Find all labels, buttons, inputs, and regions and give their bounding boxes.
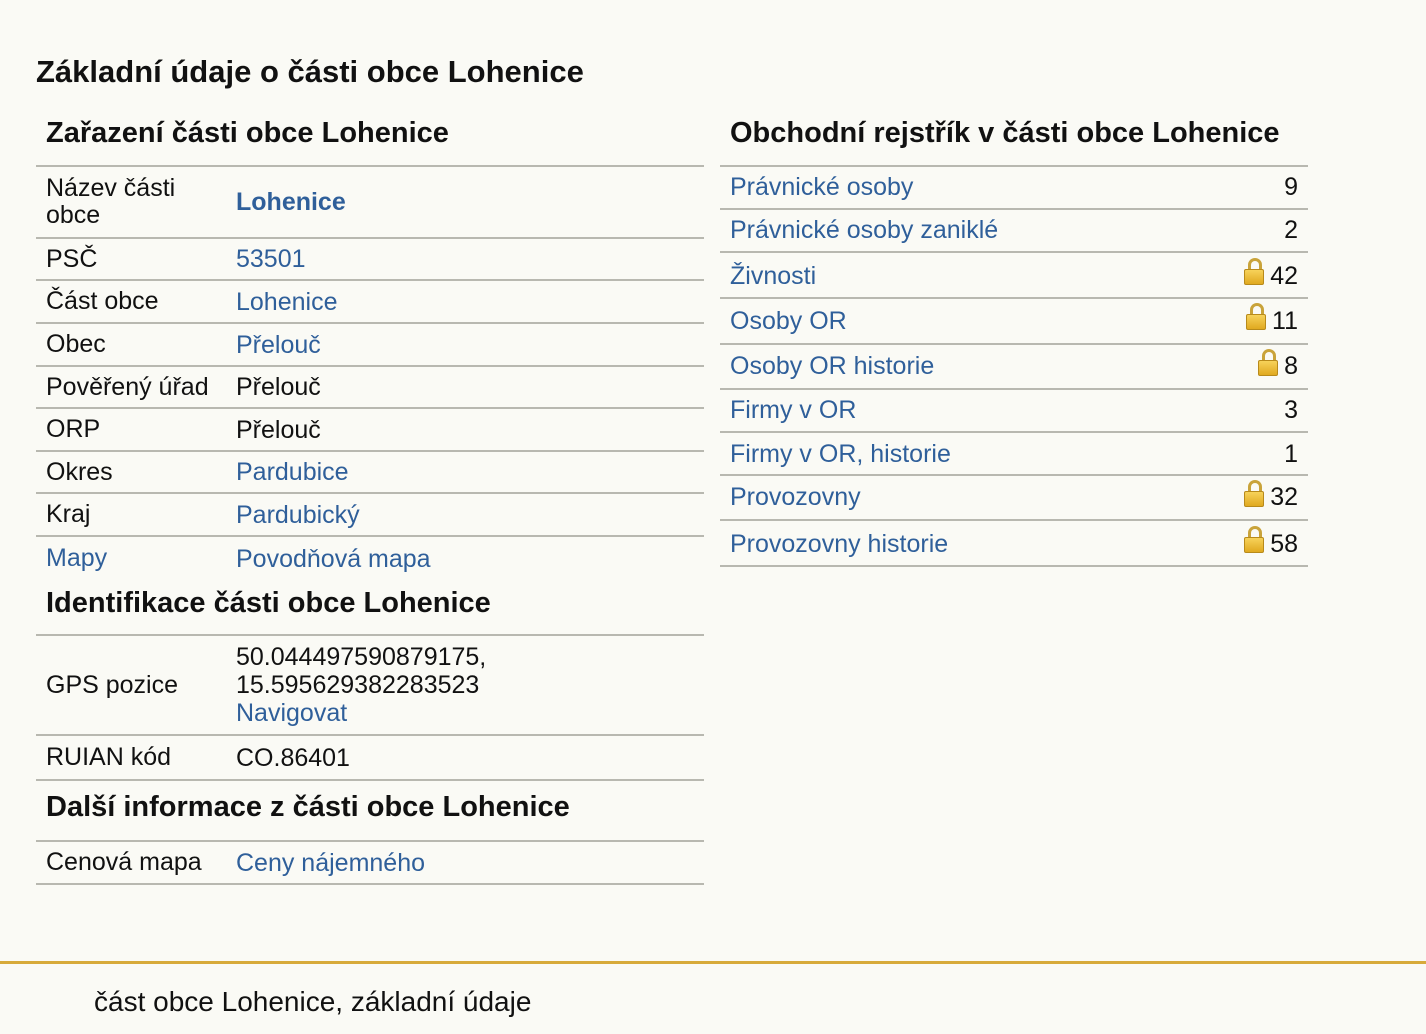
- or-count-locked: [1246, 307, 1308, 336]
- or-row-link[interactable]: Provozovny: [730, 483, 861, 511]
- or-row-zivnosti: [720, 253, 1308, 299]
- row-value-link[interactable]: Pardubice: [236, 458, 349, 486]
- or-count: 1: [1284, 440, 1298, 468]
- row-ruian: [36, 736, 704, 779]
- row-label: Název části obce: [46, 174, 176, 229]
- row-label: Obec: [46, 330, 106, 358]
- row-label: ORP: [46, 415, 101, 443]
- row-nazev-casti-obce: [36, 167, 704, 239]
- or-row-link[interactable]: Právnické osoby: [730, 173, 914, 201]
- lock-icon[interactable]: [1258, 349, 1278, 377]
- obchodni-rejstrik-title: Obchodní rejstřík v části obce Lohenice: [720, 108, 1308, 167]
- row-value-link[interactable]: Lohenice: [236, 188, 346, 216]
- or-row-osoby-or-historie: [720, 345, 1308, 390]
- or-count-locked: [1244, 483, 1308, 512]
- or-row-firmy-v-or: [720, 390, 1308, 433]
- row-label: GPS pozice: [46, 670, 179, 699]
- row-label: Cenová mapa: [46, 848, 202, 876]
- page-title: Základní údaje o části obce Lohenice: [36, 54, 584, 89]
- left-column: [36, 108, 704, 885]
- row-value-link[interactable]: Lohenice: [236, 287, 338, 316]
- lock-icon[interactable]: [1244, 258, 1264, 286]
- or-row-link[interactable]: Živnosti: [730, 261, 817, 290]
- or-count-locked: [1258, 352, 1308, 381]
- row-gps: [36, 636, 704, 736]
- right-column: [720, 108, 1308, 567]
- zarazeni-title: Zařazení části obce Lohenice: [36, 108, 704, 167]
- navigovat-link[interactable]: Navigovat: [236, 699, 348, 727]
- row-kraj: [36, 494, 704, 537]
- or-row-link[interactable]: Provozovny historie: [730, 529, 949, 558]
- or-count-value: 11: [1272, 306, 1298, 335]
- or-row-link[interactable]: Právnické osoby zaniklé: [730, 216, 999, 244]
- or-count-locked: [1244, 530, 1308, 559]
- or-row-firmy-v-or-historie: [720, 433, 1308, 476]
- ceny-najemneho-link[interactable]: Ceny nájemného: [236, 848, 426, 877]
- or-count-value: 32: [1270, 483, 1298, 511]
- row-value-link[interactable]: Pardubický: [236, 500, 360, 529]
- gps-latitude: 50.044497590879175,: [236, 643, 487, 671]
- row-obec: [36, 324, 704, 367]
- row-cenova-mapa: [36, 842, 704, 885]
- or-row-link[interactable]: Osoby OR historie: [730, 352, 935, 380]
- row-label: Kraj: [46, 500, 91, 528]
- or-count-value: 8: [1284, 352, 1298, 380]
- footer-text: část obce Lohenice, základní údaje: [94, 986, 532, 1017]
- or-row-link[interactable]: Osoby OR: [730, 306, 847, 335]
- gps-value: [236, 643, 704, 727]
- row-povereny-urad: [36, 367, 704, 409]
- row-mapy: [36, 537, 704, 580]
- or-row-osoby-or: [720, 299, 1308, 345]
- dalsi-title: Další informace z části obce Lohenice: [36, 779, 704, 842]
- mapy-link[interactable]: Mapy: [46, 544, 108, 572]
- or-count-value: 42: [1270, 261, 1298, 290]
- or-row-pravnicke-osoby-zanikle: [720, 210, 1308, 253]
- row-cast-obce: [36, 281, 704, 324]
- row-orp: [36, 409, 704, 452]
- row-label: Pověřený úřad: [46, 372, 209, 401]
- row-psc: [36, 239, 704, 281]
- row-value: Přelouč: [236, 415, 321, 444]
- row-value-link[interactable]: 53501: [236, 245, 306, 273]
- or-count: 3: [1284, 396, 1298, 424]
- row-value: Přelouč: [236, 373, 321, 401]
- lock-icon[interactable]: [1246, 303, 1266, 331]
- lock-icon[interactable]: [1244, 526, 1264, 554]
- or-row-link[interactable]: Firmy v OR, historie: [730, 440, 951, 468]
- or-row-provozovny: [720, 476, 1308, 521]
- or-count-value: 58: [1270, 529, 1298, 558]
- or-count: 2: [1284, 216, 1298, 244]
- row-label: Část obce: [46, 287, 159, 315]
- identifikace-title: Identifikace části obce Lohenice: [36, 580, 704, 636]
- or-row-provozovny-historie: [720, 521, 1308, 567]
- or-count-locked: [1244, 262, 1308, 291]
- row-value-link[interactable]: Přelouč: [236, 330, 321, 359]
- row-label: Okres: [46, 457, 113, 486]
- or-row-link[interactable]: Firmy v OR: [730, 396, 857, 424]
- row-label: RUIAN kód: [46, 743, 172, 771]
- or-row-pravnicke-osoby: [720, 167, 1308, 210]
- or-count: 9: [1284, 173, 1298, 201]
- row-okres: [36, 452, 704, 494]
- gps-longitude: 15.595629382283523: [236, 671, 480, 699]
- row-label: PSČ: [46, 244, 98, 273]
- row-value: CO.86401: [236, 743, 350, 772]
- povodnova-mapa-link[interactable]: Povodňová mapa: [236, 544, 431, 573]
- lock-icon[interactable]: [1244, 480, 1264, 508]
- footer: [0, 961, 1426, 1034]
